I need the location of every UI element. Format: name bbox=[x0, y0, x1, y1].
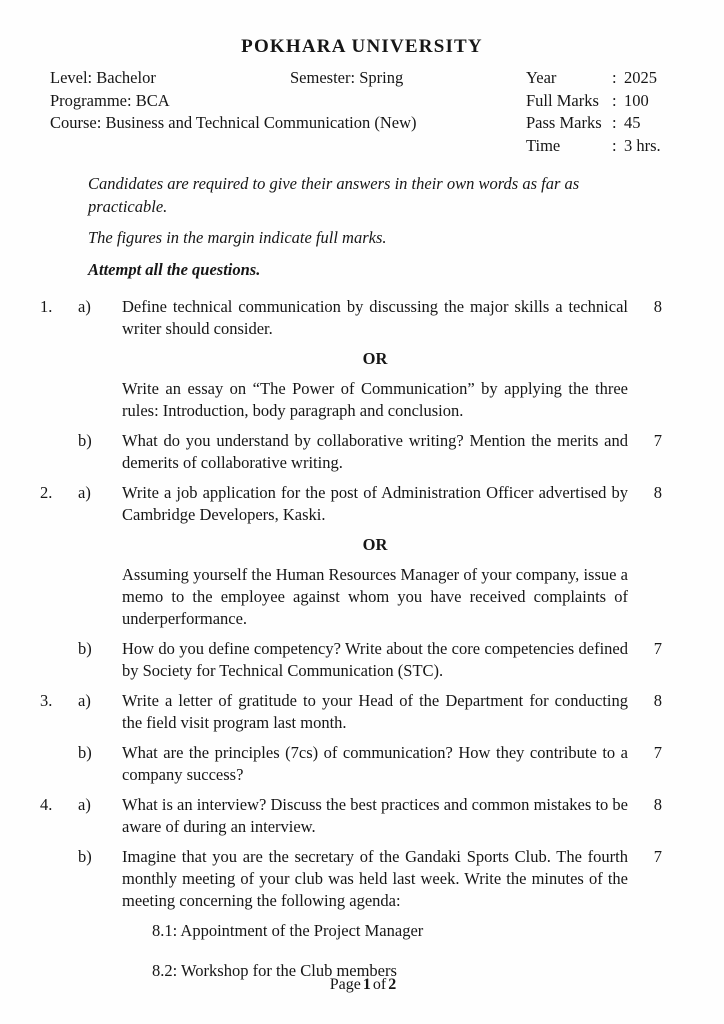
instruction-note-1: Candidates are required to give their answers in their own words as far as practicable. bbox=[88, 174, 580, 216]
question-row-1a bbox=[40, 296, 668, 340]
agenda-item-2: 8.2: Workshop for the Club members bbox=[152, 961, 397, 980]
candidate-instructions bbox=[88, 173, 644, 281]
question-row-2a bbox=[40, 482, 668, 526]
part-letter: b) bbox=[78, 639, 92, 658]
questions-list bbox=[40, 296, 668, 992]
exam-meta-block bbox=[50, 67, 680, 157]
agenda-item-1: 8.1: Appointment of the Project Manager bbox=[152, 921, 424, 940]
marks-value: 8 bbox=[653, 795, 662, 814]
marks-value: 7 bbox=[653, 431, 662, 450]
meta-time-colon: : bbox=[612, 135, 617, 155]
question-text: Write a job application for the post of Administration Officer advertised by Cambridge Developers, Kaski. bbox=[122, 483, 628, 524]
marks-value: 7 bbox=[653, 847, 662, 866]
spacer bbox=[78, 378, 122, 422]
question-text: What are the principles (7cs) of communication? How they contribute to a company success? bbox=[122, 743, 628, 784]
meta-level: Level: Bachelor bbox=[50, 68, 156, 87]
question-number: 3. bbox=[40, 691, 53, 710]
question-row-4a bbox=[40, 794, 668, 838]
part-letter: a) bbox=[78, 297, 91, 316]
meta-year-label: Year bbox=[526, 68, 557, 87]
meta-year-colon: : bbox=[612, 68, 617, 87]
spacer bbox=[78, 348, 122, 370]
question-alt-text: Assuming yourself the Human Resources Manager of your company, issue a memo to the employee against whom you have received complaints of underperformance. bbox=[122, 565, 628, 628]
meta-year-value: 2025 bbox=[624, 68, 657, 87]
or-row-q2 bbox=[40, 534, 668, 556]
question-text: Imagine that you are the secretary of the Gandaki Sports Club. The fourth monthly meeting of your club was held last week. Write the minutes of the meeting concerning the following agenda: bbox=[122, 847, 628, 910]
instruction-note-3: Attempt all the questions. bbox=[88, 259, 261, 279]
spacer bbox=[40, 430, 78, 474]
or-row-q1 bbox=[40, 348, 668, 370]
spacer bbox=[40, 564, 78, 630]
meta-fullmarks-label: Full Marks bbox=[526, 90, 599, 110]
meta-time-label: Time bbox=[526, 135, 561, 155]
spacer bbox=[40, 348, 78, 370]
question-text: How do you define competency? Write about the core competencies defined by Society for Technical Communication (STC). bbox=[122, 639, 628, 680]
exam-meta-right bbox=[526, 67, 680, 157]
spacer bbox=[40, 534, 78, 556]
marks-value: 8 bbox=[653, 691, 662, 710]
spacer bbox=[40, 378, 78, 422]
question-text: Define technical communication by discussing the major skills a technical writer should consider. bbox=[122, 297, 628, 338]
footer-page-word: Page bbox=[329, 976, 361, 993]
part-letter: b) bbox=[78, 743, 92, 762]
spacer bbox=[78, 920, 122, 952]
part-letter: b) bbox=[78, 847, 92, 866]
question-row-1a-alt bbox=[40, 378, 668, 422]
part-letter: a) bbox=[78, 691, 91, 710]
question-number: 1. bbox=[40, 297, 53, 316]
exam-meta-left bbox=[50, 67, 526, 157]
spacer bbox=[78, 564, 122, 630]
meta-programme: Programme: BCA bbox=[50, 90, 170, 110]
marks-value: 8 bbox=[653, 483, 662, 502]
marks-value: 8 bbox=[653, 297, 662, 316]
question-alt-text: Write an essay on “The Power of Communication” by applying the three rules: Introduction, body paragraph and conclusion. bbox=[122, 379, 628, 420]
question-number: 2. bbox=[40, 483, 53, 502]
meta-fullmarks-value: 100 bbox=[624, 90, 649, 110]
meta-time-row bbox=[526, 135, 680, 158]
meta-year-row bbox=[526, 67, 680, 90]
question-row-2a-alt bbox=[40, 564, 668, 630]
question-row-4b bbox=[40, 846, 668, 912]
footer-of-word: of bbox=[372, 976, 387, 993]
question-row-1b bbox=[40, 430, 668, 474]
part-letter: a) bbox=[78, 483, 91, 502]
question-text: What is an interview? Discuss the best practices and common mistakes to be aware of during an interview. bbox=[122, 795, 628, 836]
spacer bbox=[40, 846, 78, 912]
footer-total-pages: 2 bbox=[388, 976, 397, 993]
spacer bbox=[78, 534, 122, 556]
question-number: 4. bbox=[40, 795, 53, 814]
page-footer bbox=[0, 976, 724, 994]
spacer bbox=[40, 742, 78, 786]
footer-page-number: 1 bbox=[362, 976, 371, 993]
or-separator-label: OR bbox=[362, 535, 388, 554]
spacer bbox=[40, 638, 78, 682]
question-row-2b bbox=[40, 638, 668, 682]
marks-value: 7 bbox=[653, 639, 662, 658]
meta-passmarks-value: 45 bbox=[624, 113, 641, 132]
question-row-3b bbox=[40, 742, 668, 786]
marks-value: 7 bbox=[653, 743, 662, 762]
question-text: What do you understand by collaborative writing? Mention the merits and demerits of collaborative writing. bbox=[122, 431, 628, 472]
meta-passmarks-label: Pass Marks bbox=[526, 113, 602, 132]
question-row-3a bbox=[40, 690, 668, 734]
question-text: Write a letter of gratitude to your Head of the Department for conducting the field visit program last month. bbox=[122, 691, 628, 732]
meta-course: Course: Business and Technical Communication (New) bbox=[50, 113, 417, 132]
part-letter: a) bbox=[78, 795, 91, 814]
spacer bbox=[40, 920, 78, 952]
meta-passmarks-colon: : bbox=[612, 113, 617, 132]
meta-passmarks-row bbox=[526, 112, 680, 135]
or-separator-label: OR bbox=[362, 349, 388, 368]
agenda-row-1 bbox=[40, 920, 668, 952]
university-title: POKHARA UNIVERSITY bbox=[241, 36, 483, 57]
instruction-note-2: The figures in the margin indicate full marks. bbox=[88, 228, 387, 247]
meta-semester: Semester: Spring bbox=[290, 68, 404, 87]
meta-fullmarks-row bbox=[526, 90, 680, 113]
meta-fullmarks-colon: : bbox=[612, 90, 617, 110]
meta-row-level-semester bbox=[50, 67, 526, 90]
part-letter: b) bbox=[78, 431, 92, 450]
meta-time-value: 3 hrs. bbox=[624, 135, 661, 155]
